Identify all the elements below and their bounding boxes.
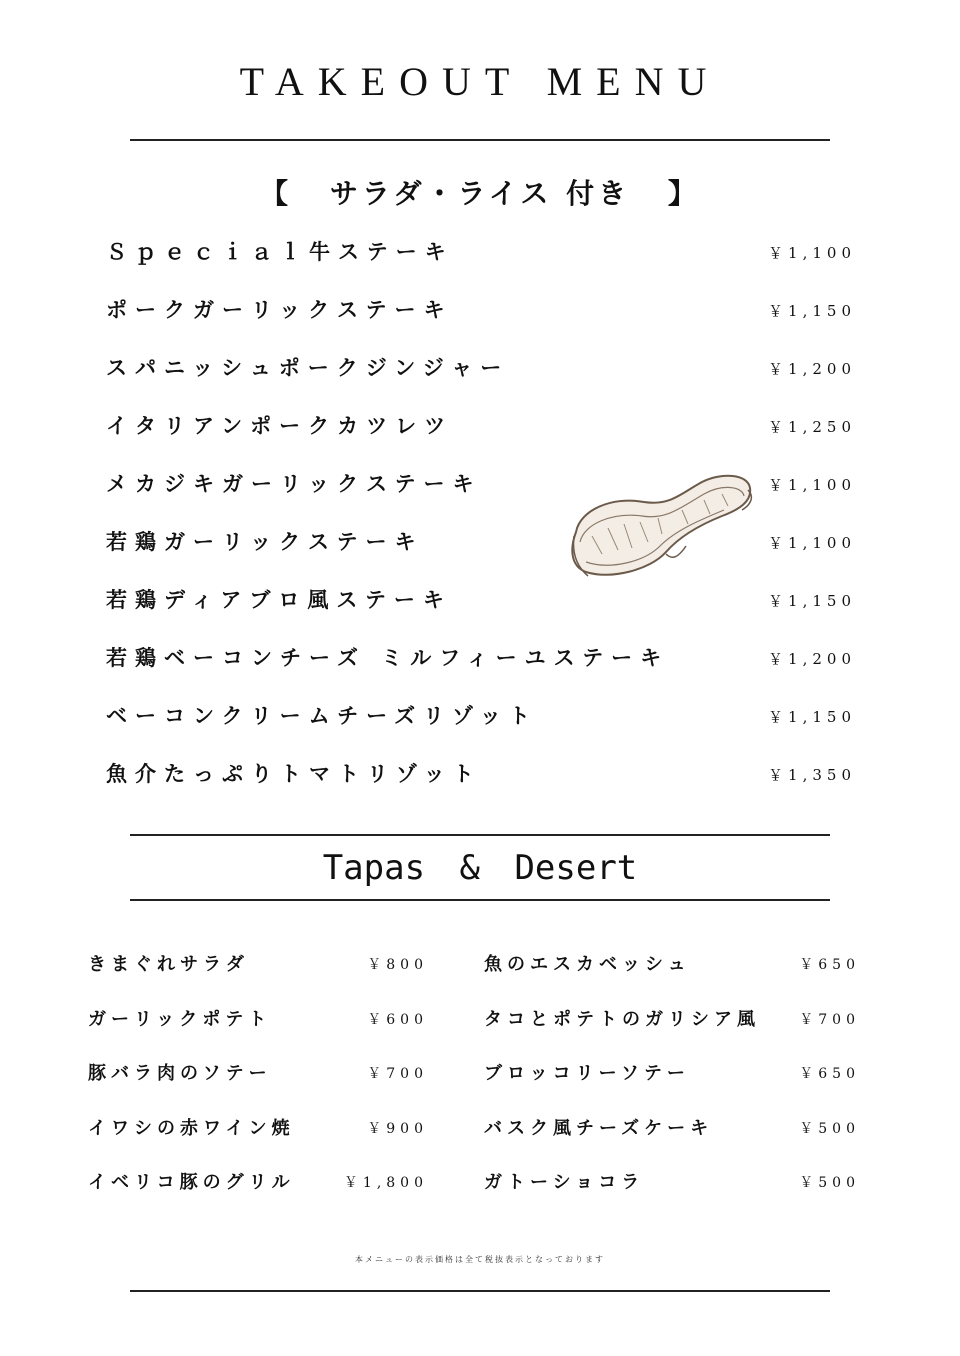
item-price: ￥500 [799,1175,860,1191]
tapas-list-left [88,940,428,1213]
menu-item [106,228,856,286]
item-price: ￥1,100 [768,534,856,552]
heading-bracket-open: 【 [260,177,293,210]
tax-footnote: 本メニューの表示価格は全て税抜表示となっております [355,1255,605,1264]
list-item [484,995,860,1050]
main-section-heading [0,172,960,212]
menu-item [106,692,856,750]
item-price: ￥1,100 [768,244,856,262]
item-name: スパニッシュポークジンジャー [106,355,510,380]
item-name: メカジキガーリックステーキ [106,471,482,496]
heading-bracket-close: 】 [667,177,700,210]
menu-item [106,344,856,402]
menu-title: TAKEOUT MENU [239,59,721,104]
divider-middle [130,834,830,836]
item-price: ￥650 [799,1066,860,1082]
item-price: ￥1,200 [768,360,856,378]
item-name: Ｓｐｅｃｉａｌ牛ステーキ [106,239,454,264]
item-name: 魚のエスカベッシュ [484,954,691,975]
menu-item [106,286,856,344]
item-price: ￥600 [367,1011,428,1028]
list-item [484,1049,860,1104]
heading-text: サラダ・ライス 付き [329,177,631,210]
item-price: ￥800 [367,957,428,973]
item-price: ￥1,150 [768,708,856,726]
item-name: タコとポテトのガリシア風 [484,1008,760,1030]
item-price: ￥650 [799,957,860,973]
divider-tapas [130,899,830,901]
list-item [88,1158,428,1213]
item-name: きまぐれサラダ [88,954,249,975]
steak-sketch-icon [562,466,758,590]
list-item [88,940,428,995]
list-item [88,995,428,1050]
item-price: ￥500 [799,1120,860,1137]
item-name: 豚バラ肉のソテー [88,1063,272,1084]
item-price: ￥1,800 [343,1175,428,1191]
item-name: バスク風チーズケーキ [484,1117,714,1139]
list-item [484,1158,860,1213]
item-name: 若鶏ディアブロ風ステーキ [106,587,452,612]
item-name: 若鶏ベーコンチーズ ミルフィーユステーキ [106,645,670,670]
item-name: イワシの赤ワイン焼 [88,1117,295,1139]
list-item [484,1104,860,1159]
list-item [484,940,860,995]
divider-bottom [130,1290,830,1292]
item-price: ￥1,200 [768,650,856,668]
list-item [88,1104,428,1159]
item-name: イベリコ豚のグリル [88,1172,295,1193]
item-name: 若鶏ガーリックステーキ [106,529,424,554]
item-price: ￥700 [367,1066,428,1082]
item-price: ￥1,150 [768,302,856,320]
tapas-section-heading: Tapas & Desert [322,848,638,888]
item-name: ポークガーリックステーキ [106,297,453,322]
item-name: ベーコンクリームチーズリゾット [106,703,538,728]
menu-item [106,634,856,692]
item-price: ￥1,150 [768,592,856,610]
item-name: 魚介たっぷりトマトリゾット [106,761,482,786]
tapas-list-right [484,940,860,1213]
item-price: ￥1,100 [768,476,856,494]
item-name: ブロッコリーソテー [484,1063,690,1084]
menu-item [106,750,856,808]
item-price: ￥1,350 [768,766,856,784]
item-price: ￥1,250 [768,418,856,436]
item-price: ￥700 [799,1011,860,1028]
item-name: ガーリックポテト [88,1008,272,1030]
item-price: ￥900 [367,1120,428,1137]
divider-top [130,139,830,141]
menu-item [106,402,856,460]
list-item [88,1049,428,1104]
item-name: イタリアンポークカツレツ [106,413,454,438]
item-name: ガトーショコラ [484,1172,645,1193]
